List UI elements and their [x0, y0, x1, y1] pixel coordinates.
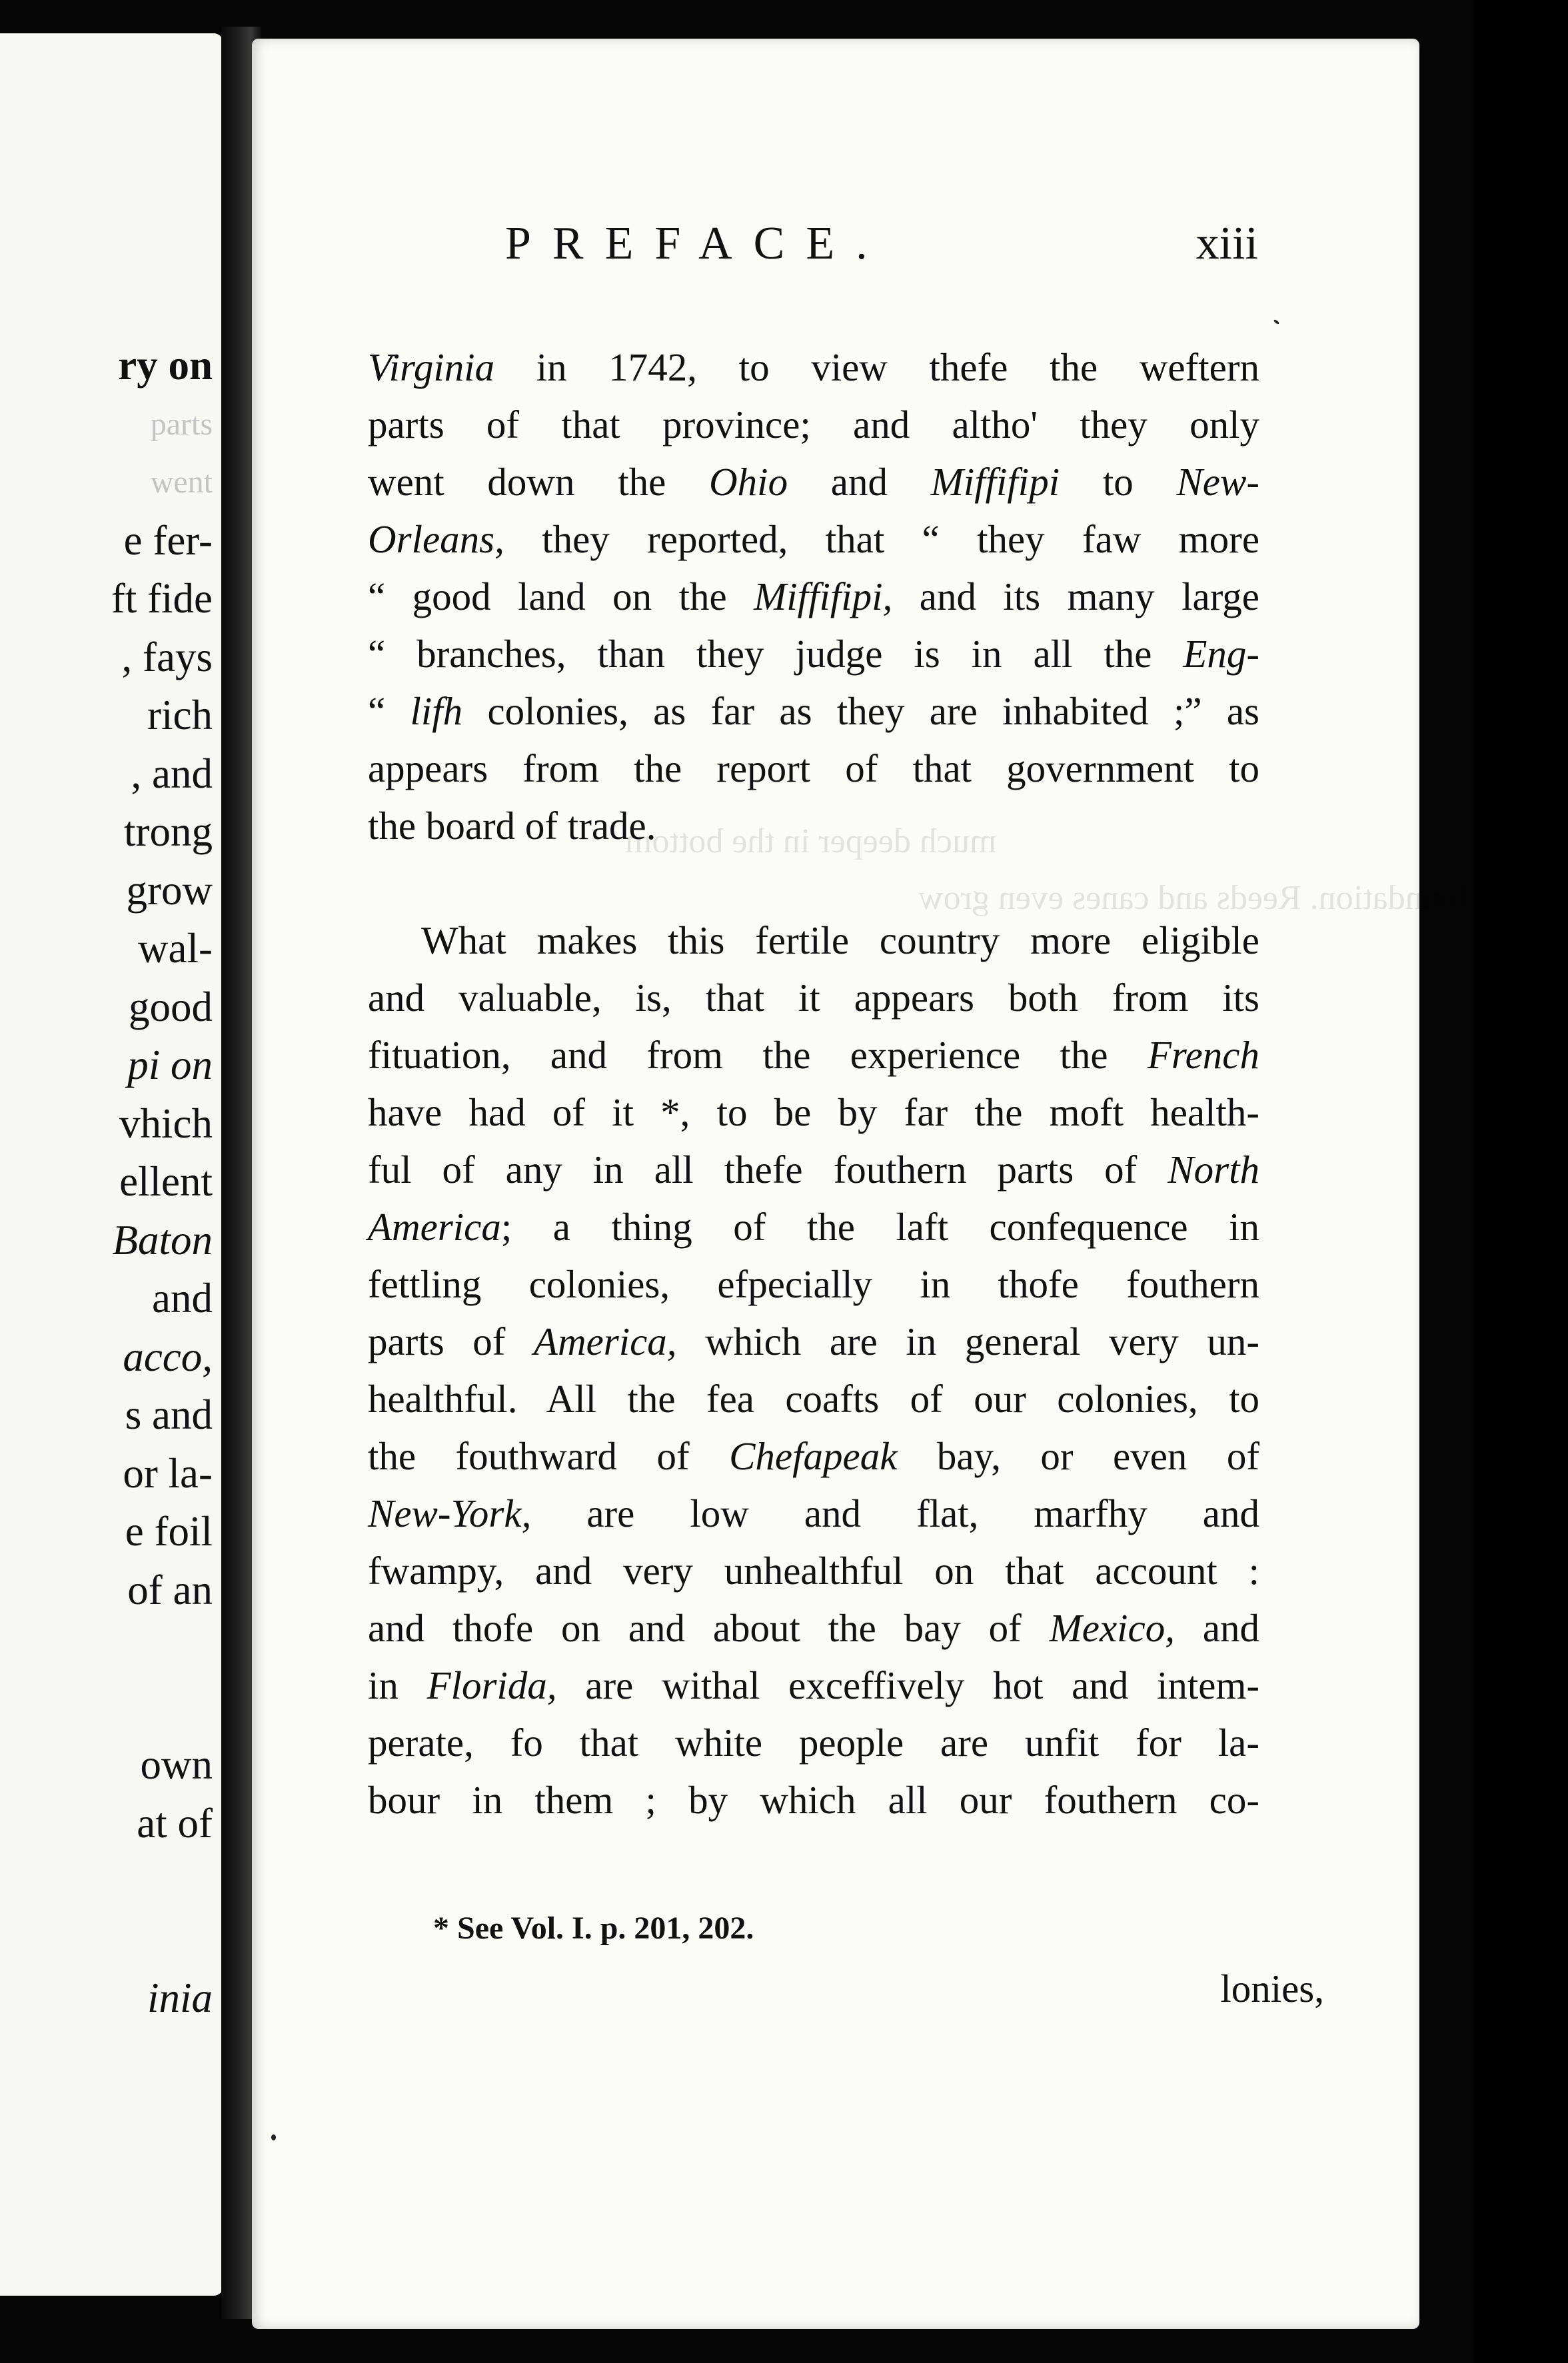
- italic-run: North: [1168, 1148, 1259, 1191]
- text-run: fettling colonies, efpecially in thofe fouthern: [368, 1262, 1259, 1306]
- text-run: bour in them ; by which all our fouthern co-: [368, 1778, 1259, 1822]
- left-page-fragment: Baton: [112, 1216, 213, 1263]
- text-line: [368, 1485, 1259, 1542]
- italic-run: lifh: [410, 689, 463, 733]
- text-run: ; a thing of the laft confequence in: [500, 1205, 1259, 1249]
- italic-run: Virginia: [368, 345, 495, 389]
- text-run: parts of that province; and altho' they only: [368, 402, 1259, 446]
- text-line: [368, 1714, 1259, 1771]
- text-run: colonies, as far as they are inhabited ;” as: [462, 689, 1259, 733]
- text-line: [368, 510, 1259, 568]
- text-run: in: [368, 1663, 427, 1707]
- italic-run: America,: [533, 1319, 677, 1363]
- running-head: [505, 217, 1258, 284]
- left-page-fragment: , fays: [121, 633, 213, 680]
- left-page-fragment: ft fide: [111, 575, 213, 622]
- text-run: and valuable, is, that it appears both from its: [368, 976, 1259, 1020]
- left-page-fragment: at of: [137, 1799, 213, 1847]
- text-line: [368, 1657, 1259, 1714]
- left-page-fragment: went: [150, 464, 213, 500]
- text-run: perate, fo that white people are unfit for la-: [368, 1721, 1259, 1765]
- italic-run: Ohio: [709, 460, 788, 504]
- text-run: “ good land on the: [368, 574, 754, 618]
- italic-run: Florida,: [426, 1663, 557, 1707]
- page-number: xiii: [1195, 218, 1258, 269]
- paragraph-gap: [368, 854, 1259, 912]
- italic-run: Miffifipi,: [754, 574, 893, 618]
- text-run: went down the: [368, 460, 710, 504]
- text-run: parts of: [368, 1319, 534, 1363]
- text-line: [368, 1084, 1259, 1141]
- left-page-fragment: grow: [126, 866, 213, 914]
- text-run: and thofe on and about the bay of: [368, 1606, 1050, 1650]
- left-page-fragment: [0, 1678, 213, 1737]
- text-line: [368, 1370, 1259, 1427]
- text-run: “ branches, than they judge is in all the: [368, 632, 1183, 676]
- show-through-text: clayey foundation. Reeds and canes even grow: [918, 879, 1568, 917]
- text-line: [368, 682, 1259, 740]
- text-run: in 1742, to view thefe the weftern: [494, 345, 1259, 389]
- left-page-fragment: ellent: [119, 1158, 213, 1205]
- italic-run: French: [1147, 1033, 1259, 1077]
- text-line: [368, 1599, 1259, 1657]
- left-facing-page: [0, 33, 223, 2296]
- text-line: [368, 1026, 1259, 1084]
- italic-run: Chefapeak: [729, 1434, 898, 1478]
- text-run: and its many large: [892, 574, 1259, 618]
- text-run: the board of trade.: [368, 804, 656, 848]
- italic-run: Mexico,: [1049, 1606, 1175, 1650]
- text-run: are withal exceffively hot and intem-: [556, 1663, 1259, 1707]
- left-page-fragment: pi on: [127, 1042, 213, 1088]
- italic-run: Orleans,: [368, 517, 504, 561]
- left-page-fragment: own: [140, 1741, 213, 1788]
- text-line: [368, 1542, 1259, 1599]
- italic-run: New-: [1176, 460, 1259, 504]
- left-page-fragment: e foil: [125, 1508, 213, 1555]
- text-run: fwampy, and very unhealthful on that account :: [368, 1549, 1259, 1593]
- italic-run: America: [368, 1205, 501, 1249]
- text-run: the fouthward of: [368, 1434, 730, 1478]
- left-page-fragment: inia: [147, 1974, 213, 2021]
- left-page-fragment: s and: [125, 1391, 213, 1438]
- text-run: and: [788, 460, 931, 504]
- italic-run: New-York,: [368, 1491, 532, 1535]
- left-page-fragment: [0, 1853, 213, 1911]
- text-run: to: [1060, 460, 1177, 504]
- text-line: [368, 969, 1259, 1026]
- italic-run: Miffifipi: [930, 460, 1060, 504]
- running-head-title: PREFACE.: [505, 218, 889, 269]
- text-line: [368, 453, 1259, 510]
- text-line: [368, 912, 1259, 969]
- text-run: healthful. All the fea coafts of our colonies, to: [368, 1377, 1259, 1421]
- text-line: [368, 1771, 1259, 1829]
- left-page-fragment: rich: [147, 692, 213, 738]
- text-run: are low and flat, marfhy and: [531, 1491, 1259, 1535]
- footnote: * See Vol. I. p. 201, 202.: [433, 1911, 754, 1946]
- left-page-fragment: and: [152, 1275, 213, 1321]
- left-page-fragment: [0, 1911, 213, 1970]
- text-line: [368, 740, 1259, 797]
- text-run: have had of it *, to be by far the moft health-: [368, 1090, 1259, 1134]
- text-run: and: [1175, 1606, 1260, 1650]
- left-page-fragment: of an: [127, 1566, 213, 1613]
- left-page-fragment: parts: [150, 406, 213, 442]
- text-line: [368, 568, 1259, 625]
- text-run: fituation, and from the experience the: [368, 1033, 1148, 1077]
- left-page-fragment: ry on: [118, 342, 213, 389]
- text-run: What makes this fertile country more eligible: [421, 918, 1259, 962]
- left-page-text-fragments: [0, 337, 213, 2028]
- body-text: [368, 339, 1259, 1829]
- text-run: they reported, that “ they faw more: [504, 517, 1259, 561]
- catchword: lonies,: [1220, 1967, 1324, 2010]
- text-run: appears from the report of that government to: [368, 746, 1259, 790]
- left-page-fragment: wal-: [138, 925, 213, 972]
- text-line: [368, 625, 1259, 682]
- text-line: [368, 1198, 1259, 1255]
- text-line: [368, 1313, 1259, 1370]
- text-run: ful of any in all thefe fouthern parts of: [368, 1148, 1168, 1191]
- text-run: which are in general very un-: [676, 1319, 1259, 1363]
- text-run: bay, or even of: [897, 1434, 1259, 1478]
- left-page-fragment: , and: [131, 750, 213, 797]
- left-page-fragment: acco,: [123, 1333, 213, 1380]
- left-page-fragment: trong: [124, 808, 213, 855]
- text-line: [368, 1255, 1259, 1313]
- text-line: [368, 1141, 1259, 1198]
- italic-run: Eng-: [1183, 632, 1259, 676]
- ink-speck: [271, 2134, 276, 2140]
- text-line: [368, 339, 1259, 396]
- text-line: [368, 1427, 1259, 1485]
- left-page-fragment: or la-: [123, 1449, 213, 1497]
- left-page-fragment: [0, 1619, 213, 1678]
- left-page-fragment: vhich: [119, 1100, 213, 1147]
- show-through-text: much deeper in the bottom: [625, 822, 997, 860]
- text-line: [368, 396, 1259, 453]
- text-line: [368, 797, 1259, 854]
- text-run: “: [368, 689, 410, 733]
- left-page-fragment: e fer-: [123, 516, 213, 564]
- left-page-fragment: good: [129, 983, 213, 1030]
